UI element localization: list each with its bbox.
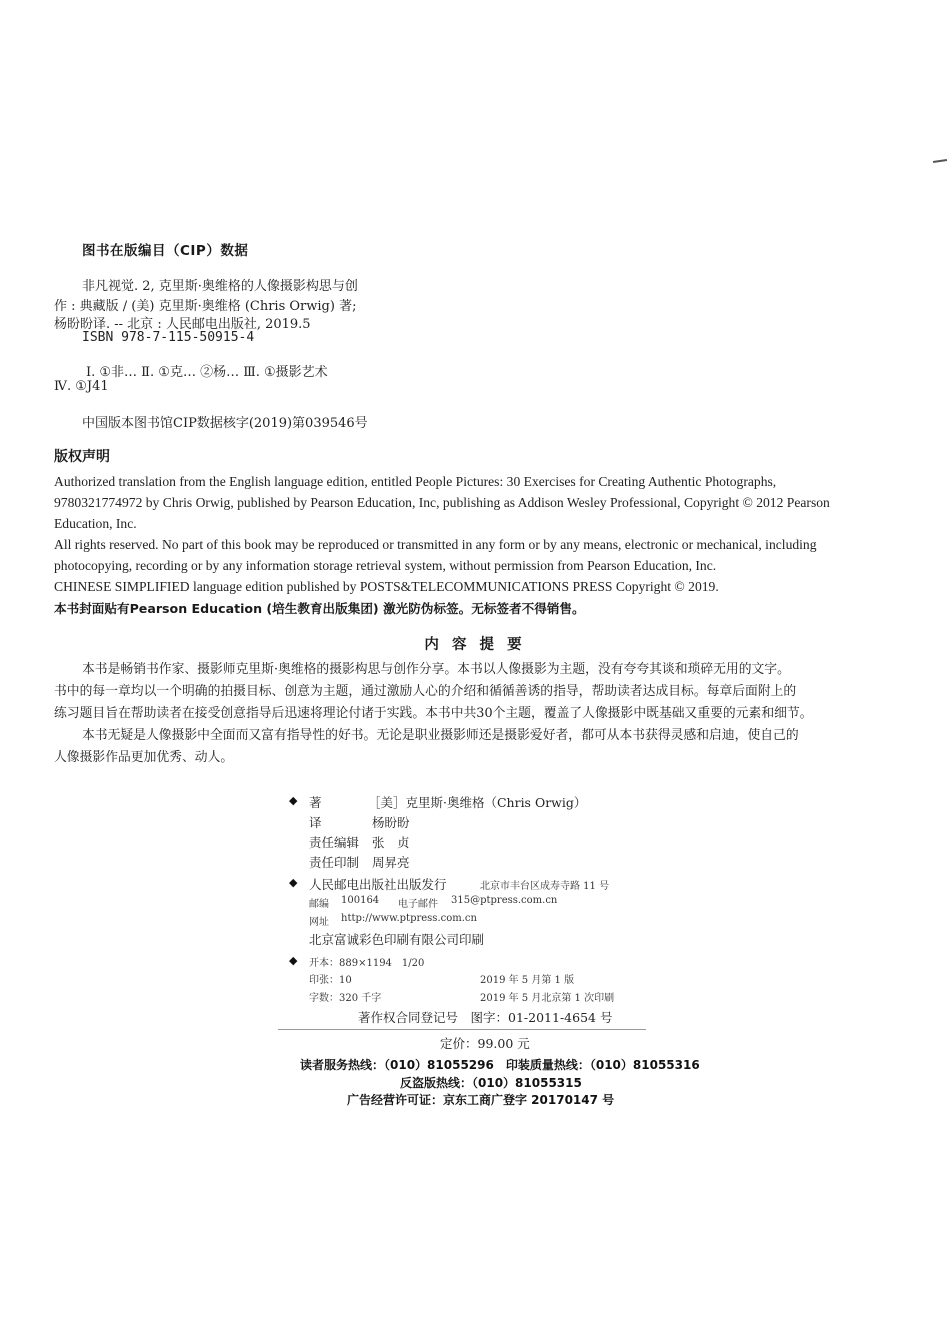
divider <box>278 1029 646 1030</box>
publisher-address: 北京市丰台区成寿寺路 11 号 <box>480 881 610 892</box>
copyright-line-5: photocopying, recording or by any information storage retrieval system, without permission from Pearson Education, Inc. <box>54 558 717 573</box>
author-value: ［美］克里斯·奥维格（Chris Orwig） <box>368 795 587 810</box>
anti-counterfeit-notice: 本书封面贴有Pearson Education (培生教育出版集团) 激光防伪标签。无标签者不得销售。 <box>54 601 585 616</box>
email-label: 电子邮件 <box>398 899 438 910</box>
copyright-line-1: Authorized translation from the English language edition, entitled People Pictures: 30 Exercises for Creating Authentic Photographs, <box>54 474 777 489</box>
cip-number: 中国版本图书馆CIP数据核字(2019)第039546号 <box>82 416 368 431</box>
cip-classification-2: Ⅳ. ①J41 <box>54 379 109 394</box>
editor-value: 张 贞 <box>372 835 410 850</box>
website: http://www.ptpress.com.cn <box>341 913 477 924</box>
translator-value: 杨盼盼 <box>372 815 410 830</box>
cip-line-2: 作 : 典藏版 / (美) 克里斯·奥维格 (Chris Orwig) 著; <box>54 299 357 314</box>
print-manager-label: 责任印制 <box>309 855 360 870</box>
cip-classification-1: Ⅰ. ①非… Ⅱ. ①克… ②杨… Ⅲ. ①摄影艺术 <box>86 365 328 380</box>
printer: 北京富诚彩色印刷有限公司印刷 <box>309 932 485 947</box>
summary-line-5: 人像摄影作品更加优秀、动人。 <box>54 750 234 765</box>
print-manager-value: 周昇亮 <box>372 855 410 870</box>
scan-edge-mark <box>933 159 947 163</box>
summary-heading: 内 容 提 要 <box>424 637 526 653</box>
diamond-bullet-icon: ◆ <box>289 876 298 889</box>
word-count: 字数：320 千字 <box>309 993 382 1004</box>
anti-piracy-hotline: 反盗版热线：（010）81055315 <box>400 1076 582 1090</box>
translator-label: 译 <box>309 815 322 830</box>
summary-line-2: 书中的每一章均以一个明确的拍摄目标、创意为主题，通过激励人心的介绍和循循善诱的指导，帮助读者达成目标。每章后面附上的 <box>54 684 797 699</box>
contract-registration: 著作权合同登记号 图字：01-2011-4654 号 <box>358 1010 613 1025</box>
summary-line-1: 本书是畅销书作家、摄影师克里斯·奥维格的摄影构思与创作分享。本书以人像摄影为主题，没有夸夸其谈和琐碎无用的文字。 <box>82 662 790 677</box>
service-hotlines: 读者服务热线：（010）81055296 印装质量热线：（010）81055316 <box>300 1058 700 1072</box>
copyright-line-6: CHINESE SIMPLIFIED language edition published by POSTS&TELECOMMUNICATIONS PRESS Copyright © 2019. <box>54 579 719 594</box>
summary-line-3: 练习题目旨在帮助读者在接受创意指导后迅速将理论付诸于实践。本书中共30个主题，覆盖了人像摄影中既基础又重要的元素和细节。 <box>54 706 813 721</box>
format: 开本：889×1194 1/20 <box>309 958 425 969</box>
copyright-heading: 版权声明 <box>54 449 110 465</box>
copyright-line-2: 9780321774972 by Chris Orwig, published by Pearson Education, Inc, publishing as Addison Wesley Professional, Copyright © 2012 Pearson <box>54 495 830 510</box>
copyright-line-3: Education, Inc. <box>54 516 137 531</box>
editor-label: 责任编辑 <box>309 835 360 850</box>
cip-line-1: 非凡视觉. 2, 克里斯·奥维格的人像摄影构思与创 <box>82 279 358 294</box>
price: 定价：99.00 元 <box>440 1036 530 1051</box>
edition: 2019 年 5 月第 1 版 <box>480 975 575 986</box>
summary-line-4: 本书无疑是人像摄影中全面而又富有指导性的好书。无论是职业摄影师还是摄影爱好者，都可从本书获得灵感和启迪，使自己的 <box>82 728 799 743</box>
publisher: 人民邮电出版社出版发行 <box>309 877 447 892</box>
diamond-bullet-icon: ◆ <box>289 954 298 967</box>
cip-title: 图书在版编目（CIP）数据 <box>82 243 249 259</box>
postcode-label: 邮编 <box>309 899 329 910</box>
copyright-line-4: All rights reserved. No part of this book may be reproduced or transmitted in any form or by any means, electronic or mechanical, including <box>54 537 817 552</box>
printing: 2019 年 5 月北京第 1 次印刷 <box>480 993 615 1004</box>
email: 315@ptpress.com.cn <box>451 895 558 906</box>
cip-line-3: 杨盼盼译. -- 北京 : 人民邮电出版社, 2019.5 <box>54 317 311 332</box>
ad-license: 广告经营许可证：京东工商广登字 20170147 号 <box>347 1093 615 1107</box>
author-label: 著 <box>309 795 322 810</box>
cip-isbn: ISBN 978-7-115-50915-4 <box>82 330 255 345</box>
diamond-bullet-icon: ◆ <box>289 794 298 807</box>
website-label: 网址 <box>309 917 329 928</box>
sheets: 印张：10 <box>309 975 352 986</box>
postcode: 100164 <box>341 895 380 906</box>
